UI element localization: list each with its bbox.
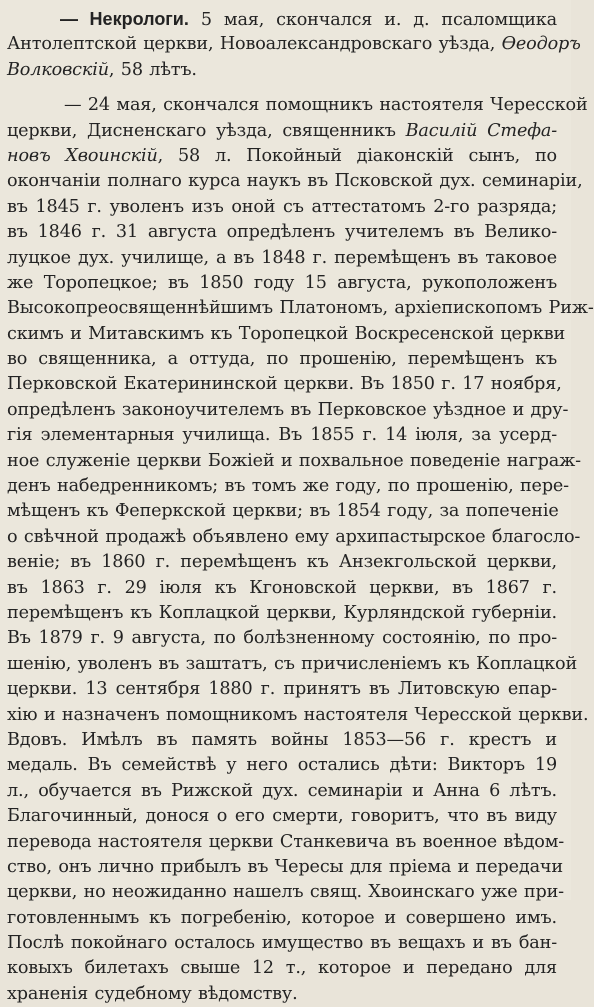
notice2-line-17 (7, 499, 557, 524)
notice1-line-3-text: , 58 лѣтъ. (108, 59, 197, 80)
notice2-line-text: церкви, Дисненскаго уѣзда, священникъ (7, 120, 406, 141)
notice2-line-text: готовленнымъ къ погребенію, которое и совершено имъ. (7, 907, 557, 928)
section-heading: — Некрологи. (60, 9, 189, 29)
notice2-line-3 (7, 144, 557, 169)
notice2-line-32 (7, 880, 564, 905)
notice2-line-14 (7, 423, 557, 448)
notice2-line-36 (7, 982, 557, 1007)
notice2-line-34 (7, 931, 557, 956)
notice2-line-7 (7, 246, 557, 271)
notice2-line-18 (7, 525, 581, 550)
notice2-line-text: луцкое дух. училище, а въ 1848 г. перемѣщенъ въ таковое (7, 247, 557, 268)
notice2-line-text: мѣщенъ къ Феперкской церкви; въ 1854 году, за попеченіе (7, 501, 559, 522)
notice2-line-22 (7, 626, 557, 651)
notice2-line-1 (64, 93, 588, 118)
notice2-line-text: въ 1845 г. уволенъ изъ оной съ аттестатомъ 2-го разряда; (7, 196, 557, 217)
notice2-line-2 (7, 119, 557, 144)
notice2-line-text: о свѣчной продажѣ объявлено ему архипастырское благосло- (7, 526, 581, 547)
notice2-line-text: гія элементарныя училища. Въ 1855 г. 14 іюля, за усерд- (7, 425, 557, 446)
notice2-line-text: Послѣ покойнаго осталось имущество въ вещахъ и въ бан- (7, 933, 557, 954)
notice1-line-1-text: 5 мая, скончался и. д. псаломщика (200, 10, 557, 30)
notice2-line-text: церкви, но неожиданно нашелъ свящ. Хвоинскаго уже при- (7, 882, 564, 903)
notice2 (7, 93, 594, 1007)
notice2-line-15 (7, 449, 581, 474)
paragraph-gap (62, 83, 557, 93)
notice2-line-24 (7, 677, 557, 702)
notice1-line-1 (60, 7, 557, 32)
notice2-line-text: , 58 л. Покойный діаконскій сынъ, по (157, 145, 557, 166)
notice2-line-19 (7, 550, 557, 575)
notice2-line-11 (7, 347, 557, 372)
notice2-line-30 (7, 830, 565, 855)
notice2-line-25 (7, 703, 589, 728)
notice2-line-text: веніе; въ 1860 г. перемѣщенъ къ Анзекгольской церкви, (7, 552, 557, 573)
notice2-line-text: денъ набедренникомъ; въ томъ же году, по прошенію, пере- (7, 476, 569, 497)
notice2-line-text: скимъ и Митавскимъ къ Торопецкой Воскресенской церкви (7, 323, 566, 344)
notice2-line-text: — 24 мая, скончался помощникъ настоятеля Чересской (64, 95, 588, 116)
notice2-line-12 (7, 372, 562, 397)
notice2-line-text: же Торопецкое; въ 1850 году 15 августа, рукоположенъ (7, 272, 557, 293)
notice2-line-text: храненія судебному вѣдомству. (7, 983, 298, 1004)
notice2-line-text: Благочинный, донося о его смерти, говоритъ, что въ виду (7, 806, 557, 827)
notice2-line-29 (7, 804, 557, 829)
notice2-line-13 (7, 398, 569, 423)
notice2-line-text: ство, онъ лично прибылъ въ Чересы для пріема и передачи (7, 856, 563, 877)
notice2-line-10 (7, 322, 566, 347)
deceased-name-part: Василій Стефа- (405, 120, 557, 141)
notice1-line-2-text: Антолептской церкви, Новоалександровскаго уѣзда, (7, 34, 502, 55)
notice2-line-text: л., обучается въ Рижской дух. семинаріи и Анна 6 лѣтъ. (7, 780, 557, 801)
notice2-line-text: въ 1863 г. 29 іюля къ Кгоновской церкви, въ 1867 г. (7, 577, 557, 598)
notice2-line-text: ное служеніе церкви Божіей и похвальное поведеніе награж- (7, 450, 581, 471)
deceased-name-surname: Волковскій (7, 59, 109, 80)
notice2-line-text: въ 1846 г. 31 августа опредѣленъ учителемъ въ Велико- (7, 222, 557, 243)
notice2-line-6 (7, 220, 557, 245)
notice2-line-35 (7, 956, 557, 981)
notice2-line-20 (7, 576, 557, 601)
notice2-line-9 (7, 296, 594, 321)
notice2-line-text: во священника, а оттуда, по прошенію, перемѣщенъ къ (7, 349, 557, 370)
notice2-line-text: перемѣщенъ къ Коплацкой церкви, Курляндской губерніи. (7, 602, 557, 623)
notice2-line-text: Перковской Екатерининской церкви. Въ 1850 г. 17 ноября, (7, 374, 562, 395)
notice2-line-text: Вдовъ. Имѣлъ въ память войны 1853—56 г. крестъ и (7, 729, 557, 750)
notice2-line-23 (7, 652, 578, 677)
notice2-line-text: опредѣленъ законоучителемъ въ Перковское уѣздное и дру- (7, 399, 569, 420)
notice2-line-31 (7, 855, 563, 880)
notice2-line-text: шенію, уволенъ въ заштатъ, съ причисленіемъ къ Коплацкой (7, 653, 578, 674)
notice2-line-text: Въ 1879 г. 9 августа, по болѣзненному состоянію, по про- (7, 628, 557, 649)
notice2-line-text: Высокопреосвященнѣйшимъ Платономъ, архіепископомъ Риж- (7, 298, 594, 319)
notice1-line-3 (7, 58, 557, 83)
deceased-name-first: Ѳеодоръ (501, 34, 581, 55)
notice2-line-28 (7, 779, 557, 804)
notice1-line-2 (7, 32, 581, 57)
notice2-line-text: ковыхъ билетахъ свыше 12 т., которое и передано для (7, 958, 557, 979)
notice2-line-8 (7, 271, 557, 296)
notice2-line-33 (7, 906, 557, 931)
notice2-line-21 (7, 601, 557, 626)
notice2-line-text: окончаніи полнаго курса наукъ въ Псковской дух. семинаріи, (7, 171, 583, 192)
notice2-line-26 (7, 728, 557, 753)
notice2-line-text: хію и назначенъ помощникомъ настоятеля Чересской церкви. (7, 704, 589, 725)
notice2-line-text: медаль. Въ семействѣ у него остались дѣти: Викторъ 19 (7, 755, 557, 776)
notice2-line-text: церкви. 13 сентября 1880 г. принятъ въ Литовскую епар- (7, 679, 557, 700)
notice2-line-5 (7, 195, 557, 220)
notice2-line-16 (7, 474, 569, 499)
notice2-line-27 (7, 753, 557, 778)
notice2-line-4 (7, 169, 583, 194)
notice2-line-text: перевода настоятеля церкви Станкевича въ военное вѣдом- (7, 831, 565, 852)
deceased-name-part: новъ Хвоинскій (7, 145, 158, 166)
